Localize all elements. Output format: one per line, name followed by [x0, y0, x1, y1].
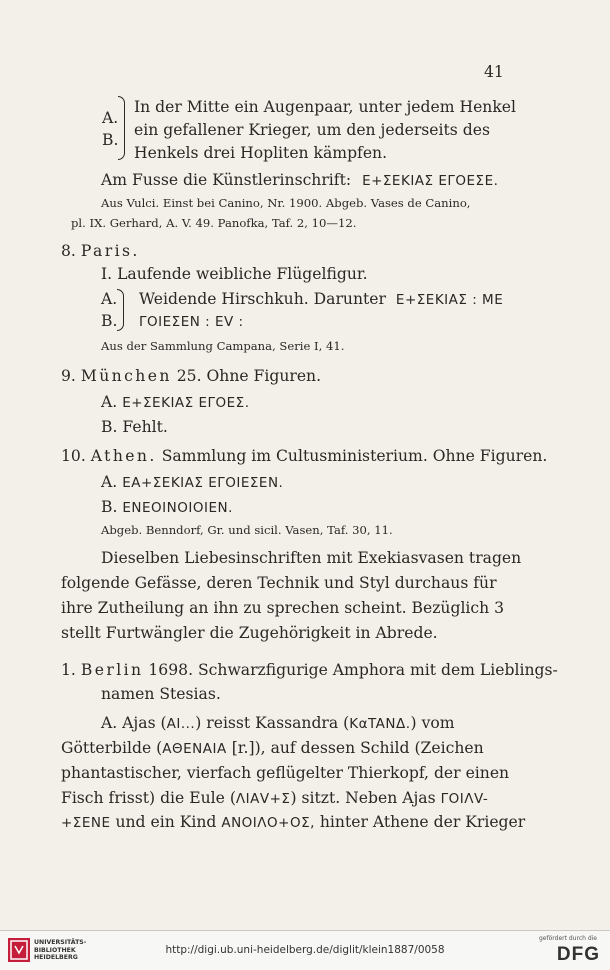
paragraph-line: stellt Furtwängler die Zugehörigkeit in Abrede. [61, 624, 438, 642]
entry-number: 9. [61, 367, 76, 385]
inscription-prefix: Am Fusse die Künstlerinschrift: [101, 171, 352, 189]
entry-place: Paris. [80, 242, 140, 260]
entry-rest: 1698. Schwarzfigurige Amphora mit dem Lieblings- [148, 661, 558, 679]
text: [r.]), auf dessen Schild (Zeichen [231, 739, 484, 757]
reference-line: Aus der Sammlung Campana, Serie I, 41. [101, 339, 345, 353]
text-line [101, 392, 250, 413]
text-line: B. Fehlt. [101, 418, 168, 436]
entry-heading [61, 446, 547, 466]
entry-heading [61, 366, 321, 386]
text-line [139, 289, 503, 310]
greek-inscription: AΘENAIA [162, 741, 227, 757]
paragraph-line: Dieselben Liebesinschriften mit Exekiasvasen tragen [101, 549, 522, 567]
text-line [61, 738, 484, 759]
text-line: ein gefallener Krieger, um den jederseits des [134, 121, 490, 139]
text-line [61, 788, 488, 809]
paragraph-line: folgende Gefässe, deren Technik und Styl durchaus für [61, 574, 497, 592]
greek-inscription: AI... [166, 716, 196, 732]
text: A. Ajas ( [101, 714, 167, 732]
text-line [101, 713, 455, 734]
entry-rest: Sammlung im Cultusministerium. Ohne Figuren. [161, 447, 548, 465]
entry-heading [61, 241, 140, 261]
entry-number: 8. [61, 242, 76, 260]
paragraph-line: ihre Zutheilung an ihn zu sprechen scheint. Bezüglich 3 [61, 599, 505, 617]
text-line [101, 497, 233, 518]
funding-note: gefördert durch die [539, 935, 597, 942]
label-a: A. [101, 290, 118, 308]
reference-line: pl. IX. Gerhard, A. V. 49. Panofka, Taf. 2, 10—12. [71, 216, 357, 230]
text: hinter Athene der Krieger [319, 813, 526, 831]
label-b: B. [101, 312, 118, 330]
entry-place: Athen. [90, 447, 157, 465]
label-a: A. [101, 393, 118, 411]
text: ) reisst Kassandra ( [195, 714, 350, 732]
greek-inscription: E+ΣEKIAΣ : ME [395, 292, 504, 308]
label-b: B. [101, 498, 118, 516]
library-logo-text: UNIVERSITÄTS- BIBLIOTHEK HEIDELBERG [34, 939, 87, 961]
text-line: In der Mitte ein Augenpaar, unter jedem Henkel [134, 98, 517, 116]
greek-inscription: ANOΙΛO+OΣ, [221, 815, 315, 831]
greek-inscription: ΛΙΑV+Σ [235, 791, 291, 807]
text: und ein Kind [115, 813, 217, 831]
brace [117, 289, 124, 331]
reference-line: Abgeb. Benndorf, Gr. und sicil. Vasen, Taf. 30, 11. [101, 523, 393, 537]
text: Götterbilde ( [61, 739, 163, 757]
entry-number: 1. [61, 661, 76, 679]
entry-rest: 25. Ohne Figuren. [176, 367, 322, 385]
greek-inscription: KαTANΔ. [349, 716, 411, 732]
greek-inscription: ENEOINOIOIEN. [122, 500, 233, 516]
text: Fisch frisst) die Eule ( [61, 789, 236, 807]
greek-inscription: ΓOΙΛV- [440, 791, 489, 807]
label-a: A. [101, 473, 118, 491]
footer-bar [0, 930, 610, 970]
brace [118, 96, 125, 160]
entry-number: 10. [61, 447, 86, 465]
page-number: 41 [484, 63, 504, 81]
entry-place: Berlin [80, 661, 144, 679]
text: ) vom [410, 714, 455, 732]
text-line: namen Stesias. [101, 685, 221, 703]
greek-inscription: +ΣENE [61, 815, 111, 831]
text-line [101, 472, 283, 493]
text: Weidende Hirschkuh. Darunter [139, 290, 386, 308]
label-a: A. [102, 109, 119, 127]
text-line: I. Laufende weibliche Flügelfigur. [101, 265, 368, 283]
label-b: B. [102, 131, 119, 149]
text-line: phantastischer, vierfach geflügelter Thierkopf, der einen [61, 764, 510, 782]
text-line [61, 812, 525, 833]
greek-inscription: ΓOIEΣEN : EV : [139, 314, 244, 330]
greek-inscription: E+ΣEKIAΣ EΓOEΣ. [122, 395, 250, 411]
inscription-line [101, 170, 498, 191]
reference-line: Aus Vulci. Einst bei Canino, Nr. 1900. Abgeb. Vases de Canino, [101, 196, 471, 210]
greek-inscription: E+ΣEKIAΣ EΓOEΣE. [362, 173, 499, 189]
entry-place: München [80, 367, 172, 385]
dfg-logo: DFG [556, 944, 600, 965]
text-line: Henkels drei Hopliten kämpfen. [134, 144, 388, 162]
page-url-link[interactable]: http://digi.ub.uni-heidelberg.de/diglit/klein1887/0058 [165, 944, 445, 956]
entry-heading [61, 660, 558, 680]
greek-inscription: EA+ΣEKIAΣ EΓOIEΣEN. [122, 475, 284, 491]
text: ) sitzt. Neben Ajas [290, 789, 436, 807]
